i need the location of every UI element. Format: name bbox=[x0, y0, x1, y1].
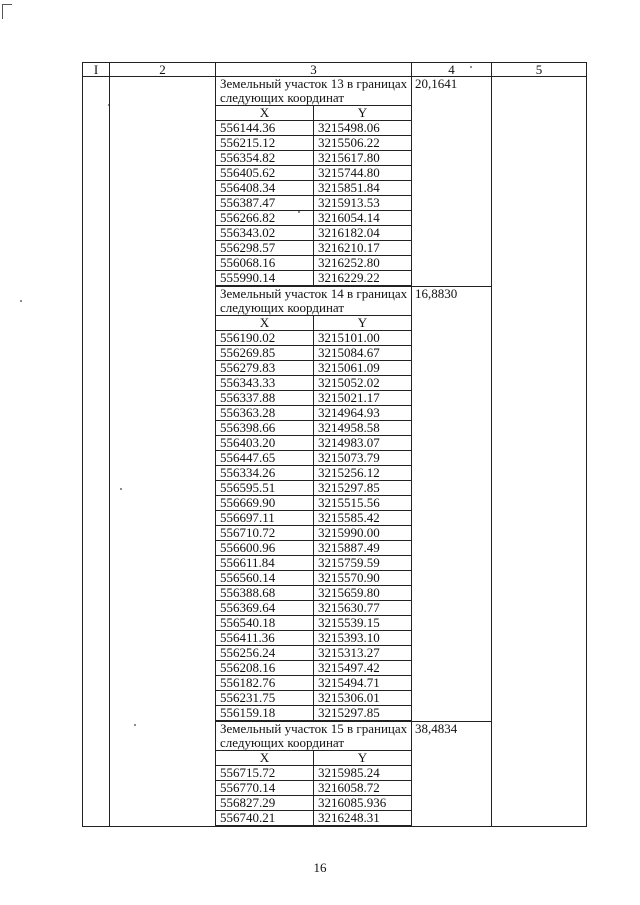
col1-cell bbox=[83, 77, 110, 827]
coord-x: 556600.96 bbox=[216, 541, 314, 556]
coord-x: 556256.24 bbox=[216, 646, 314, 661]
coord-row bbox=[216, 586, 411, 601]
coord-row bbox=[216, 376, 411, 391]
page-number: 16 bbox=[313, 860, 327, 875]
coord-y: 3214964.93 bbox=[314, 406, 412, 421]
coord-x: 556337.88 bbox=[216, 391, 314, 406]
y-header: Y bbox=[314, 751, 412, 766]
coord-y: 3215073.79 bbox=[314, 451, 412, 466]
coord-y: 3215659.80 bbox=[314, 586, 412, 601]
coord-y: 3215256.12 bbox=[314, 466, 412, 481]
coord-x: 556403.20 bbox=[216, 436, 314, 451]
parcel-title-row bbox=[216, 722, 411, 751]
coord-x: 556269.85 bbox=[216, 346, 314, 361]
coord-row bbox=[216, 406, 411, 421]
coord-row bbox=[216, 541, 411, 556]
scan-speck bbox=[20, 300, 22, 302]
coord-x: 556266.82 bbox=[216, 211, 314, 226]
coord-y: 3215515.56 bbox=[314, 496, 412, 511]
coord-x: 556159.18 bbox=[216, 706, 314, 721]
coord-row bbox=[216, 331, 411, 346]
coord-row bbox=[216, 181, 411, 196]
coord-y: 3216054.14 bbox=[314, 211, 412, 226]
coord-row bbox=[216, 466, 411, 481]
coord-y: 3215021.17 bbox=[314, 391, 412, 406]
coord-y: 3215985.24 bbox=[314, 766, 412, 781]
coord-x: 556215.12 bbox=[216, 136, 314, 151]
coord-x: 556669.90 bbox=[216, 496, 314, 511]
coord-row bbox=[216, 706, 411, 721]
coord-y: 3216248.31 bbox=[314, 811, 412, 826]
coord-x: 556827.29 bbox=[216, 796, 314, 811]
coord-row bbox=[216, 811, 411, 826]
coord-row bbox=[216, 481, 411, 496]
coord-row bbox=[216, 151, 411, 166]
x-header: X bbox=[216, 751, 314, 766]
coord-row bbox=[216, 661, 411, 676]
coord-x: 556343.33 bbox=[216, 376, 314, 391]
parcel-row bbox=[83, 77, 587, 287]
coord-row bbox=[216, 556, 411, 571]
coord-row bbox=[216, 421, 411, 436]
header-row bbox=[83, 63, 587, 77]
coord-row bbox=[216, 241, 411, 256]
coord-row bbox=[216, 616, 411, 631]
coord-x: 556363.28 bbox=[216, 406, 314, 421]
coords-subtable bbox=[216, 287, 411, 721]
header-col2: 2 bbox=[110, 63, 216, 77]
x-header: X bbox=[216, 106, 314, 121]
coord-row bbox=[216, 781, 411, 796]
coord-x: 556405.62 bbox=[216, 166, 314, 181]
coords-subtable bbox=[216, 722, 411, 826]
coord-x: 556595.51 bbox=[216, 481, 314, 496]
header-col1: I bbox=[83, 63, 110, 77]
parcel-area: 20,1641 bbox=[412, 77, 492, 287]
coord-y: 3215297.85 bbox=[314, 706, 412, 721]
coord-y: 3214958.58 bbox=[314, 421, 412, 436]
coord-row bbox=[216, 121, 411, 136]
coord-x: 556398.66 bbox=[216, 421, 314, 436]
coord-y: 3215570.90 bbox=[314, 571, 412, 586]
coord-row bbox=[216, 631, 411, 646]
coord-x: 556279.83 bbox=[216, 361, 314, 376]
coord-row bbox=[216, 136, 411, 151]
coord-y: 3215061.09 bbox=[314, 361, 412, 376]
x-header: X bbox=[216, 316, 314, 331]
coord-x: 556182.76 bbox=[216, 676, 314, 691]
coord-y: 3215990.00 bbox=[314, 526, 412, 541]
coord-y: 3215306.01 bbox=[314, 691, 412, 706]
col5-cell bbox=[492, 77, 587, 827]
coord-row bbox=[216, 571, 411, 586]
coord-x: 556387.47 bbox=[216, 196, 314, 211]
header-col3: 3 bbox=[216, 63, 412, 77]
coord-row bbox=[216, 361, 411, 376]
coord-y: 3215297.85 bbox=[314, 481, 412, 496]
coord-x: 556369.64 bbox=[216, 601, 314, 616]
coord-y: 3215617.80 bbox=[314, 151, 412, 166]
coord-x: 556408.34 bbox=[216, 181, 314, 196]
parcel-area: 38,4834 bbox=[412, 722, 492, 827]
coord-y: 3215851.84 bbox=[314, 181, 412, 196]
coord-x: 556068.16 bbox=[216, 256, 314, 271]
coord-y: 3215913.53 bbox=[314, 196, 412, 211]
coord-y: 3216210.17 bbox=[314, 241, 412, 256]
coord-x: 556354.82 bbox=[216, 151, 314, 166]
coord-x: 556231.75 bbox=[216, 691, 314, 706]
coord-row bbox=[216, 256, 411, 271]
coord-row bbox=[216, 511, 411, 526]
coord-y: 3216058.72 bbox=[314, 781, 412, 796]
coord-row bbox=[216, 646, 411, 661]
parcel-title: Земельный участок 15 в границах следующих координат bbox=[216, 722, 411, 751]
coord-y: 3215498.06 bbox=[314, 121, 412, 136]
coord-row bbox=[216, 226, 411, 241]
coord-row bbox=[216, 391, 411, 406]
coord-y: 3214983.07 bbox=[314, 436, 412, 451]
coord-x: 556411.36 bbox=[216, 631, 314, 646]
coord-y: 3215101.00 bbox=[314, 331, 412, 346]
parcel-title-row bbox=[216, 287, 411, 316]
coord-x: 556190.02 bbox=[216, 331, 314, 346]
col2-cell bbox=[110, 77, 216, 827]
coord-x: 556697.11 bbox=[216, 511, 314, 526]
coords-subtable bbox=[216, 77, 411, 286]
coord-x: 556770.14 bbox=[216, 781, 314, 796]
coord-row bbox=[216, 346, 411, 361]
coord-row bbox=[216, 196, 411, 211]
corner-crop-mark bbox=[2, 4, 12, 19]
coord-y: 3216182.04 bbox=[314, 226, 412, 241]
parcel-coords-cell bbox=[216, 287, 412, 722]
coord-y: 3215313.27 bbox=[314, 646, 412, 661]
coord-row bbox=[216, 766, 411, 781]
coord-row bbox=[216, 166, 411, 181]
coord-x: 556447.65 bbox=[216, 451, 314, 466]
coord-row bbox=[216, 691, 411, 706]
coord-row bbox=[216, 526, 411, 541]
coordinates-table bbox=[82, 62, 587, 827]
coord-row bbox=[216, 796, 411, 811]
parcel-title: Земельный участок 14 в границах следующих координат bbox=[216, 287, 411, 316]
coord-row bbox=[216, 451, 411, 466]
parcel-title-row bbox=[216, 77, 411, 106]
parcel-coords-cell bbox=[216, 722, 412, 827]
parcel-coords-cell bbox=[216, 77, 412, 287]
xy-header-row bbox=[216, 316, 411, 331]
coord-x: 556388.68 bbox=[216, 586, 314, 601]
coord-y: 3215630.77 bbox=[314, 601, 412, 616]
xy-header-row bbox=[216, 106, 411, 121]
coord-row bbox=[216, 211, 411, 226]
coord-x: 556208.16 bbox=[216, 661, 314, 676]
coord-x: 556740.21 bbox=[216, 811, 314, 826]
header-col4: 4 bbox=[412, 63, 492, 77]
coord-y: 3215084.67 bbox=[314, 346, 412, 361]
coord-y: 3215585.42 bbox=[314, 511, 412, 526]
coord-x: 556611.84 bbox=[216, 556, 314, 571]
coord-row bbox=[216, 271, 411, 286]
coord-row bbox=[216, 496, 411, 511]
coord-x: 556343.02 bbox=[216, 226, 314, 241]
coord-y: 3216085.936 bbox=[314, 796, 412, 811]
coord-y: 3216229.22 bbox=[314, 271, 412, 286]
coord-x: 556715.72 bbox=[216, 766, 314, 781]
header-col5: 5 bbox=[492, 63, 587, 77]
coord-y: 3215887.49 bbox=[314, 541, 412, 556]
coord-y: 3215506.22 bbox=[314, 136, 412, 151]
coord-x: 555990.14 bbox=[216, 271, 314, 286]
xy-header-row bbox=[216, 751, 411, 766]
coord-x: 556710.72 bbox=[216, 526, 314, 541]
coord-row bbox=[216, 676, 411, 691]
coord-y: 3215759.59 bbox=[314, 556, 412, 571]
coord-y: 3215497.42 bbox=[314, 661, 412, 676]
coord-y: 3215494.71 bbox=[314, 676, 412, 691]
y-header: Y bbox=[314, 106, 412, 121]
coord-y: 3215744.80 bbox=[314, 166, 412, 181]
y-header: Y bbox=[314, 316, 412, 331]
parcel-area: 16,8830 bbox=[412, 287, 492, 722]
coord-y: 3216252.80 bbox=[314, 256, 412, 271]
coord-x: 556334.26 bbox=[216, 466, 314, 481]
coord-x: 556560.14 bbox=[216, 571, 314, 586]
coord-y: 3215539.15 bbox=[314, 616, 412, 631]
parcel-title: Земельный участок 13 в границах следующих координат bbox=[216, 77, 411, 106]
coord-x: 556144.36 bbox=[216, 121, 314, 136]
coord-row bbox=[216, 436, 411, 451]
coord-x: 556540.18 bbox=[216, 616, 314, 631]
coord-y: 3215393.10 bbox=[314, 631, 412, 646]
coord-x: 556298.57 bbox=[216, 241, 314, 256]
coord-row bbox=[216, 601, 411, 616]
coord-y: 3215052.02 bbox=[314, 376, 412, 391]
